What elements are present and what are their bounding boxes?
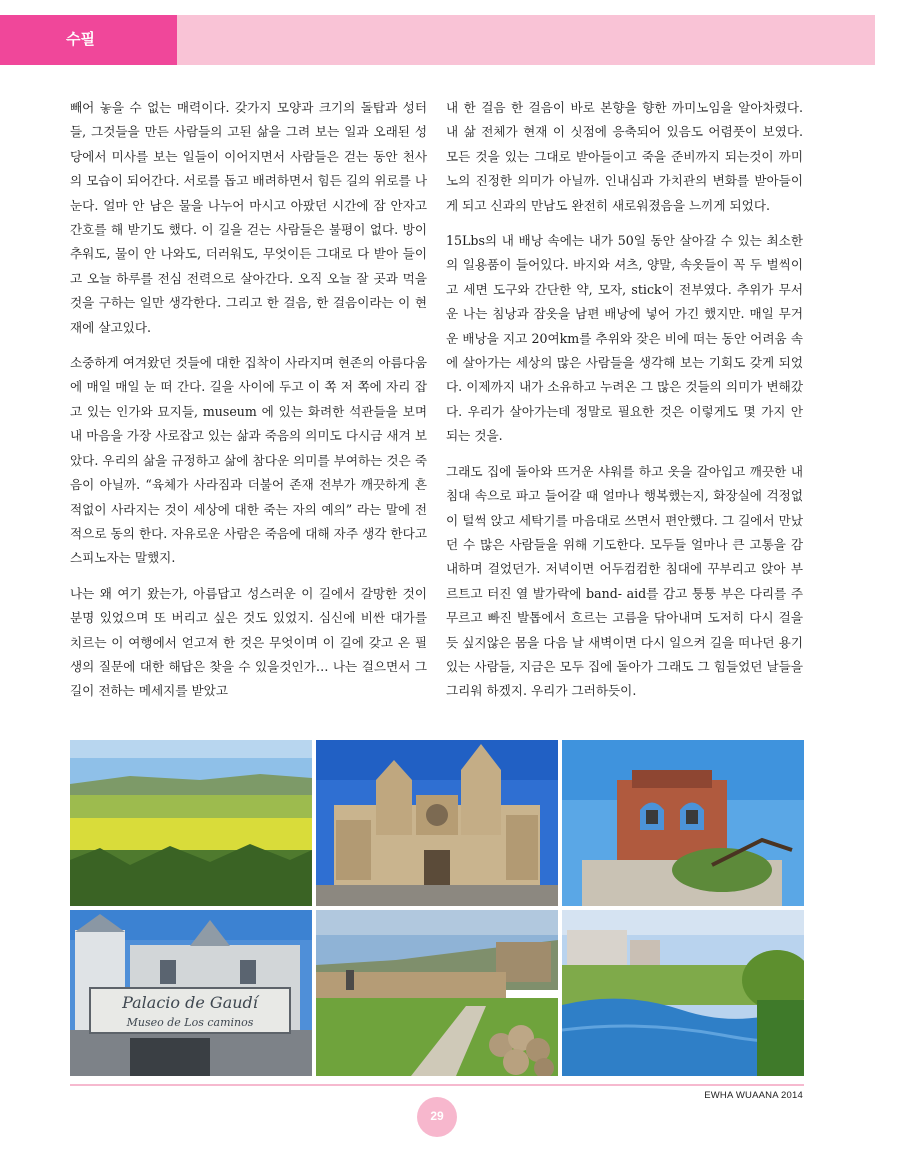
footer-divider (70, 1084, 804, 1086)
paragraph: 빼어 놓을 수 없는 매력이다. 갖가지 모양과 크기의 돌탑과 성터들, 그것들을 만든 사람들의 고된 삶을 그려 보는 일과 오래된 성당에서 미사를 보는 일들이 이어지면서 사람들은 걷는 동안 천사의 모습이 되어간다. 서로를 돕고 배려하면서 힘든 길의 위로를 나눈다. 얼마 안 남은 물을 나누어 마시고 아팠던 시간에 잠 안자고 간호를 해 받기도 했다. 이 길을 걷는 사람들은 불평이 없다. 방이 추워도, 물이 안 나와도, 더러워도, 무엇이든 그대로 다 받아 들이고 오늘 하루를 전심 전력으로 살아간다. 오직 오늘 잘 곳과 먹을 것을 구하는 일만 생각한다. 그리고 한 걸음, 한 걸음이라는 이 현재에 살고있다. (70, 100, 427, 335)
photo-grid (70, 740, 804, 1077)
article-column-right (446, 96, 803, 715)
paragraph: 15Lbs의 내 배낭 속에는 내가 50일 동안 살아갈 수 있는 최소한의 일용품이 들어있다. 바지와 셔츠, 양말, 속옷들이 꼭 두 벌씩이고 세면 도구와 간단한 약, 모자, stick이 전부였다. 추위가 무서운 나는 침낭과 잠옷을 남편 배낭에 넣어 가긴 했지만. 매일 무거운 배낭을 지고 20여km를 추위와 잦은 비에 떠는 동안 어려움 속에 살아가는 세상의 많은 사람들을 생각해 보는 기회도 갖게 되었다. 이제까지 내가 소유하고 누려온 그 많은 것들의 의미가 변해갔다. 우리가 살아가는데 정말로 필요한 것은 이렇게도 몇 가지 안 되는 것을. (446, 233, 803, 444)
publication-name: EWHA WUAANA 2014 (704, 1090, 803, 1101)
paragraph: 그래도 집에 돌아와 뜨거운 샤워를 하고 옷을 갈아입고 깨끗한 내 침대 속으로 파고 들어갈 때 얼마나 행복했는지, 화장실에 걱정없이 털썩 앉고 세탁기를 마음대로 쓰면서 편안했다. 그 길에서 만났던 수 많은 사람들을 위해 기도한다. 모두들 얼마나 큰 고통을 감내하며 걸었던가. 저녁이면 어두컴컴한 침대에 꾸부리고 앉아 부르트고 터진 열 발가락에 band- aid를 감고 퉁퉁 부은 다리를 주무르고 빠진 발톱에서 흐르는 고름을 닦아내며 도저히 다시 걸을 듯 싶지않은 몸을 다음 날 새벽이면 다시 일으켜 길을 떠나던 용기 있는 사람들, 지금은 모두 집에 돌아가 그래도 그 힘들었던 날들을 그리워 하겠지. 우리가 그러하듯이. (446, 463, 803, 699)
photo-ruins-path (316, 910, 558, 1076)
section-label: 수필 (66, 30, 95, 48)
sign-text-line1: Palacio de Gaudí (122, 993, 258, 1012)
photo-gaudi-palace (70, 910, 312, 1076)
sign-text-line2: Museo de Los caminos (126, 1016, 254, 1029)
paragraph: 소중하게 여겨왔던 것들에 대한 집착이 사라지며 현존의 아름다움에 매일 매일 눈 떠 간다. 길을 사이에 두고 이 쪽 저 쪽에 자리 잡고 있는 인가와 묘지들, museum 에 있는 화려한 석관들을 보며 내 마음을 가장 사로잡고 있는 삶과 죽음의 의미도 다시금 새겨 보았다. 우리의 삶을 규정하고 삶에 참다운 의미를 부여하는 것은 죽음이 아닐까. “육체가 사라짐과 더불어 존재 전부가 깨끗하게 흔적없이 사라지는 것이 세상에 대한 죽는 자의 예의” 라는 말에 전적으로 동의 한다. 자유로운 사람은 죽음에 대해 자주 생각 한다고 스피노자는 말했지. (70, 355, 427, 566)
paragraph: 나는 왜 여기 왔는가, 아름답고 성스러운 이 길에서 갈망한 것이 분명 있었으며 또 버리고 싶은 것도 있었지. 심신에 비싼 대가를 치르는 이 여행에서 얻고져 한 것은 무엇이며 이 길에 갖고 온 필생의 질문에 대한 해답은 찾을 수 있을것인가… 나는 걸으면서 그 길이 전하는 메세지를 받았고 (70, 585, 427, 699)
paragraph: 내 한 걸음 한 걸음이 바로 본향을 향한 까미노임을 알아차렸다. 내 삶 전체가 현재 이 싯점에 응축되어 있음도 어렴풋이 보였다. 모든 것을 있는 그대로 받아들이고 죽을 준비까지 되는것이 까미노의 진정한 의미가 아닐까. 인내심과 가치관의 변화를 받아들이게 되고 신과의 만남도 완전히 새로워졌음을 느끼게 되었다. (446, 100, 803, 213)
photo-bell-tower (562, 740, 804, 906)
photo-meadow (70, 740, 312, 906)
photo-cathedral (316, 740, 558, 906)
page-number: 29 (430, 1109, 444, 1123)
photo-river (562, 910, 804, 1076)
article-column-left (70, 96, 427, 715)
